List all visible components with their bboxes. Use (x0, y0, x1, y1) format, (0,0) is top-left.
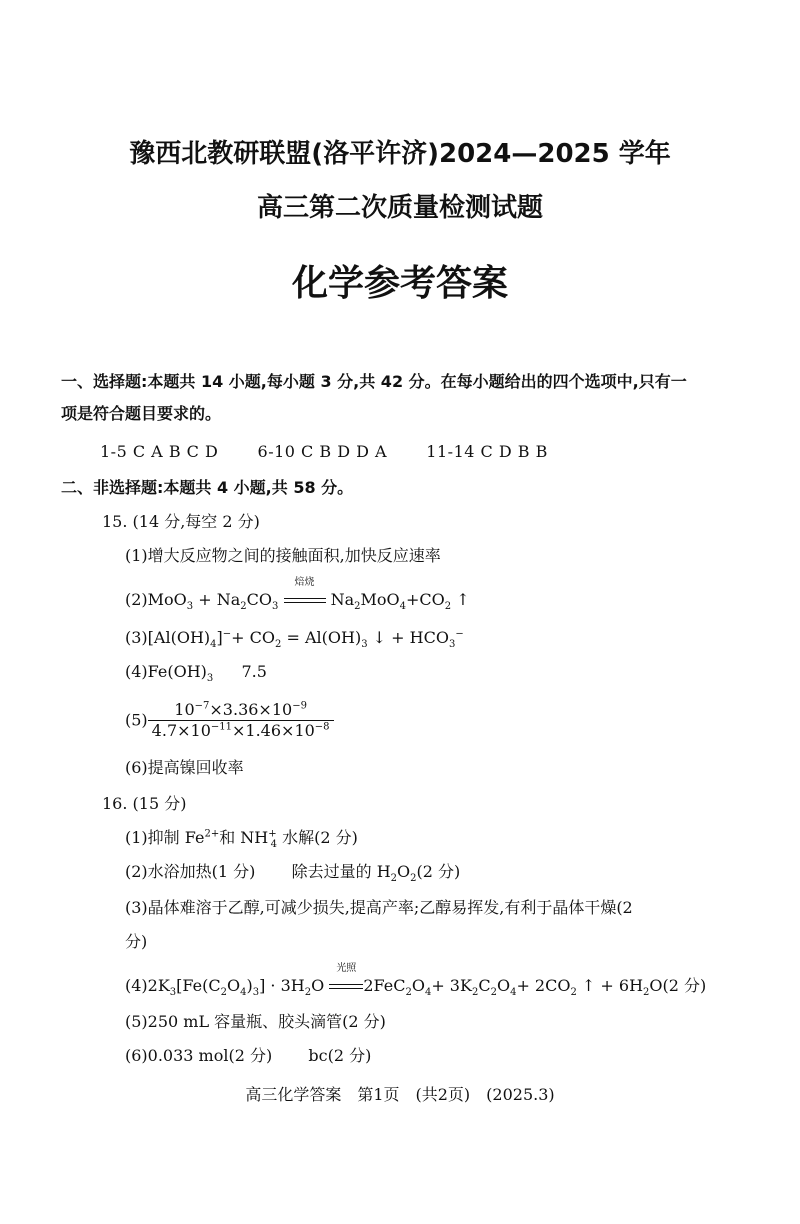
q15-part5: (5) $\frac{10^{-7}\times 3.36\times 10^{-9}}{4.7\times 10^{-11}\times 1.46\times 10^{-8}}$ (125, 700, 334, 741)
exam-name: 高三第二次质量检测试题 (256, 193, 543, 223)
page-title: 化学参考答案 (291, 263, 508, 304)
mc-answers-11-14: 11-14 C D B B (426, 442, 548, 461)
section1-heading-line2: 项是符合题目要求的。 (61, 404, 222, 423)
q16-part1: (1)抑制 $Fe^{2+}$和 $NH^+_4$ 水解(2 分) (125, 828, 358, 851)
q16-part4: $(4)2K_3[Fe(C_2O_4)_3] \cdot 3H_2O$ 光照 $2FeC_2O_4+ 3K_2C_2O_4+ 2CO_2$ ↑ + $6H_2O(2$ 分) (125, 963, 707, 999)
roasting-condition-arrow (284, 577, 326, 610)
q16-title: 16. (15 分) (102, 794, 187, 813)
mc-answers-1-5: 1-5 C A B C D (100, 442, 219, 461)
page-footer: 高三化学答案 第1页 (共2页) (2025.3) (245, 1085, 555, 1104)
exam-series-title: 豫西北教研联盟(洛平许济)2024—2025 学年 (129, 139, 671, 169)
q15-fraction: $\frac{10^{-7}\times 3.36\times 10^{-9}}{4.7\times 10^{-11}\times 1.46\times 10^{-8}}$ (148, 700, 334, 741)
q15-part6: (6)提高镍回收率 (125, 758, 244, 777)
q16-part5: (5)250 mL 容量瓶、胶头滴管(2 分) (125, 1012, 386, 1031)
section2-heading: 二、非选择题:本题共 4 小题,共 58 分。 (61, 478, 354, 497)
light-condition-arrow (329, 963, 363, 996)
q16-part2: (2)水浴加热(1 分) 除去过量的 $H_2O_2(2$ 分) (125, 862, 461, 885)
mc-answers-6-10: 6-10 C B D D A (257, 442, 388, 461)
q15-part2: $(2)MoO_3 + Na_2CO_3$ 焙烧 $Na_2MoO_4+CO_2$ ↑ (125, 577, 470, 613)
section1-heading-line1: 一、选择题:本题共 14 小题,每小题 3 分,共 42 分。在每小题给出的四个选项中,只有一 (61, 372, 687, 391)
q15-part3: $(3)[Al(OH)_4]^-+ CO_2 = Al(OH)_3$ ↓ + $HCO_3^-$ (125, 628, 464, 651)
mc-answers-row (100, 442, 548, 462)
q15-title: 15. (14 分,每空 2 分) (102, 512, 260, 531)
q16-part3-line2: 分) (125, 932, 148, 951)
q16-part6: (6)0.033 mol(2 分) bc(2 分) (125, 1046, 372, 1065)
q15-part4: $(4)Fe(OH)_3$ 7.5 (125, 662, 267, 685)
roasting-label: 焙烧 (294, 577, 315, 588)
q15-part1: (1)增大反应物之间的接触面积,加快反应速率 (125, 546, 441, 565)
light-label: 光照 (336, 963, 357, 974)
q15-ph-value: 7.5 (241, 662, 267, 681)
q16-part3-line1: (3)晶体难溶于乙醇,可减少损失,提高产率;乙醇易挥发,有利于晶体干燥(2 (125, 898, 633, 917)
